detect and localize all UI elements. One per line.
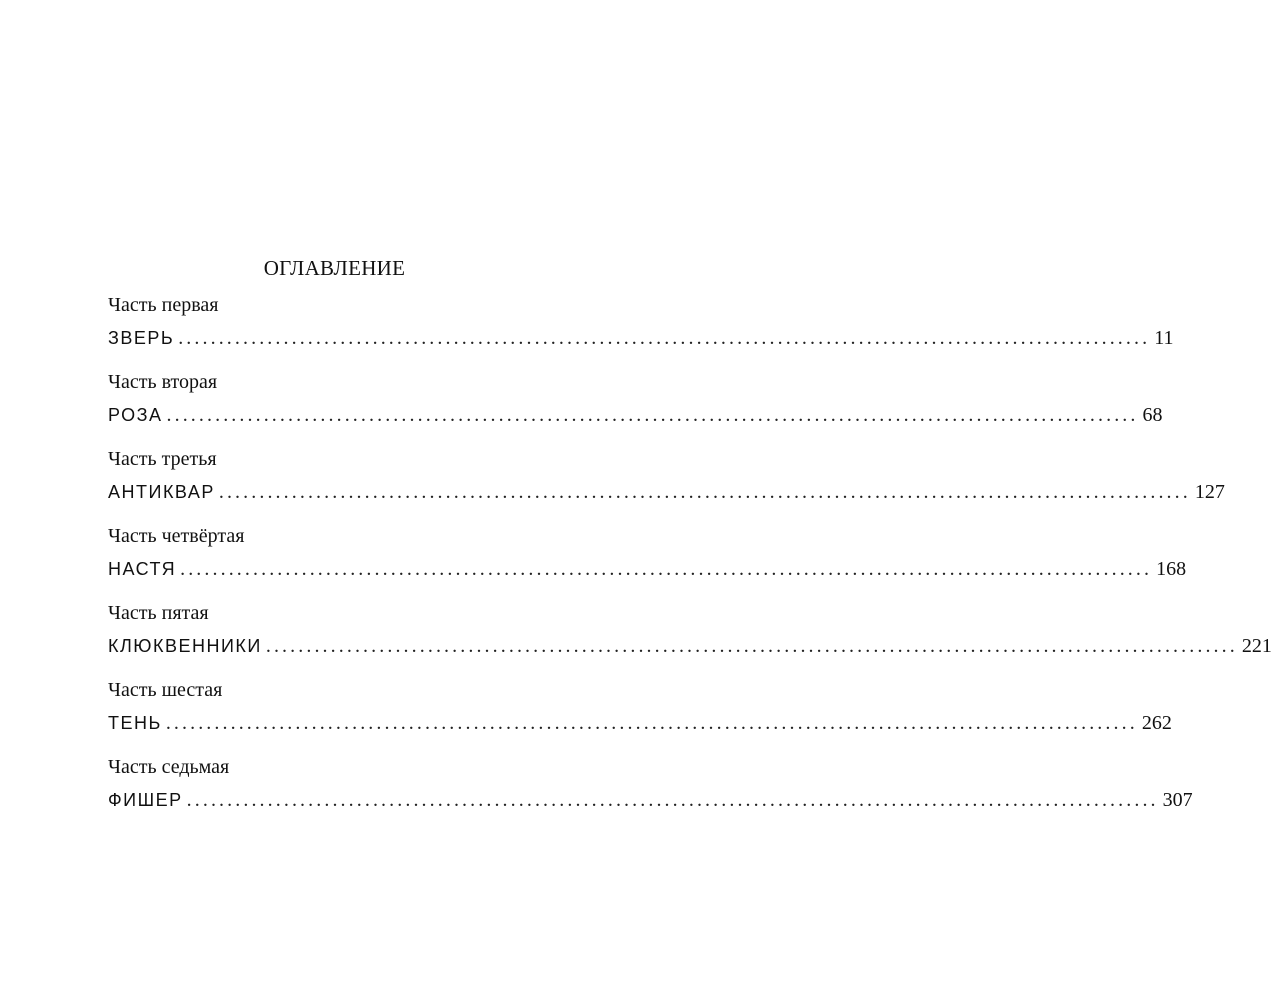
page-number: 168	[1156, 558, 1187, 580]
toc-line	[108, 632, 1272, 660]
dot-leader: ........................................................................................................................	[218, 481, 1191, 503]
part-label: Часть шестая	[108, 679, 223, 701]
page-number: 262	[1141, 712, 1172, 734]
chapter-title: НАСТЯ	[108, 559, 177, 579]
page-number: 307	[1162, 789, 1193, 811]
toc-entry	[108, 369, 1163, 446]
toc-line	[108, 324, 1174, 352]
toc-entry	[108, 292, 1174, 369]
table-of-contents	[108, 292, 1272, 831]
dot-leader: ........................................................................................................................	[186, 789, 1159, 811]
part-label: Часть третья	[108, 448, 217, 470]
part-label: Часть первая	[108, 294, 219, 316]
toc-entry	[108, 523, 1187, 600]
toc-entry	[108, 446, 1225, 523]
toc-line	[108, 786, 1193, 814]
chapter-title: КЛЮКВЕННИКИ	[108, 636, 262, 656]
page-number: 221	[1241, 635, 1272, 657]
dot-leader: ........................................................................................................................	[180, 558, 1153, 580]
chapter-title: РОЗА	[108, 405, 163, 425]
page-number: 11	[1154, 327, 1174, 349]
chapter-title: ЗВЕРЬ	[108, 328, 175, 348]
part-label: Часть вторая	[108, 371, 218, 393]
chapter-title: ТЕНЬ	[108, 713, 162, 733]
toc-line	[108, 401, 1163, 429]
toc-entry	[108, 600, 1272, 677]
dot-leader: ........................................................................................................................	[166, 404, 1139, 426]
toc-line	[108, 709, 1172, 737]
page-number: 127	[1194, 481, 1225, 503]
chapter-title: АНТИКВАР	[108, 482, 215, 502]
page-title: ОГЛАВЛЕНИЕ	[263, 256, 406, 280]
part-label: Часть четвёртая	[108, 525, 245, 547]
toc-line	[108, 555, 1187, 583]
toc-line	[108, 478, 1225, 506]
part-label: Часть пятая	[108, 602, 209, 624]
chapter-title: ФИШЕР	[108, 790, 183, 810]
toc-entry	[108, 754, 1193, 831]
dot-leader: ........................................................................................................................	[178, 327, 1151, 349]
dot-leader: ........................................................................................................................	[265, 635, 1238, 657]
part-label: Часть седьмая	[108, 756, 230, 778]
toc-entry	[108, 677, 1172, 754]
page-number: 68	[1142, 404, 1163, 426]
dot-leader: ........................................................................................................................	[165, 712, 1138, 734]
